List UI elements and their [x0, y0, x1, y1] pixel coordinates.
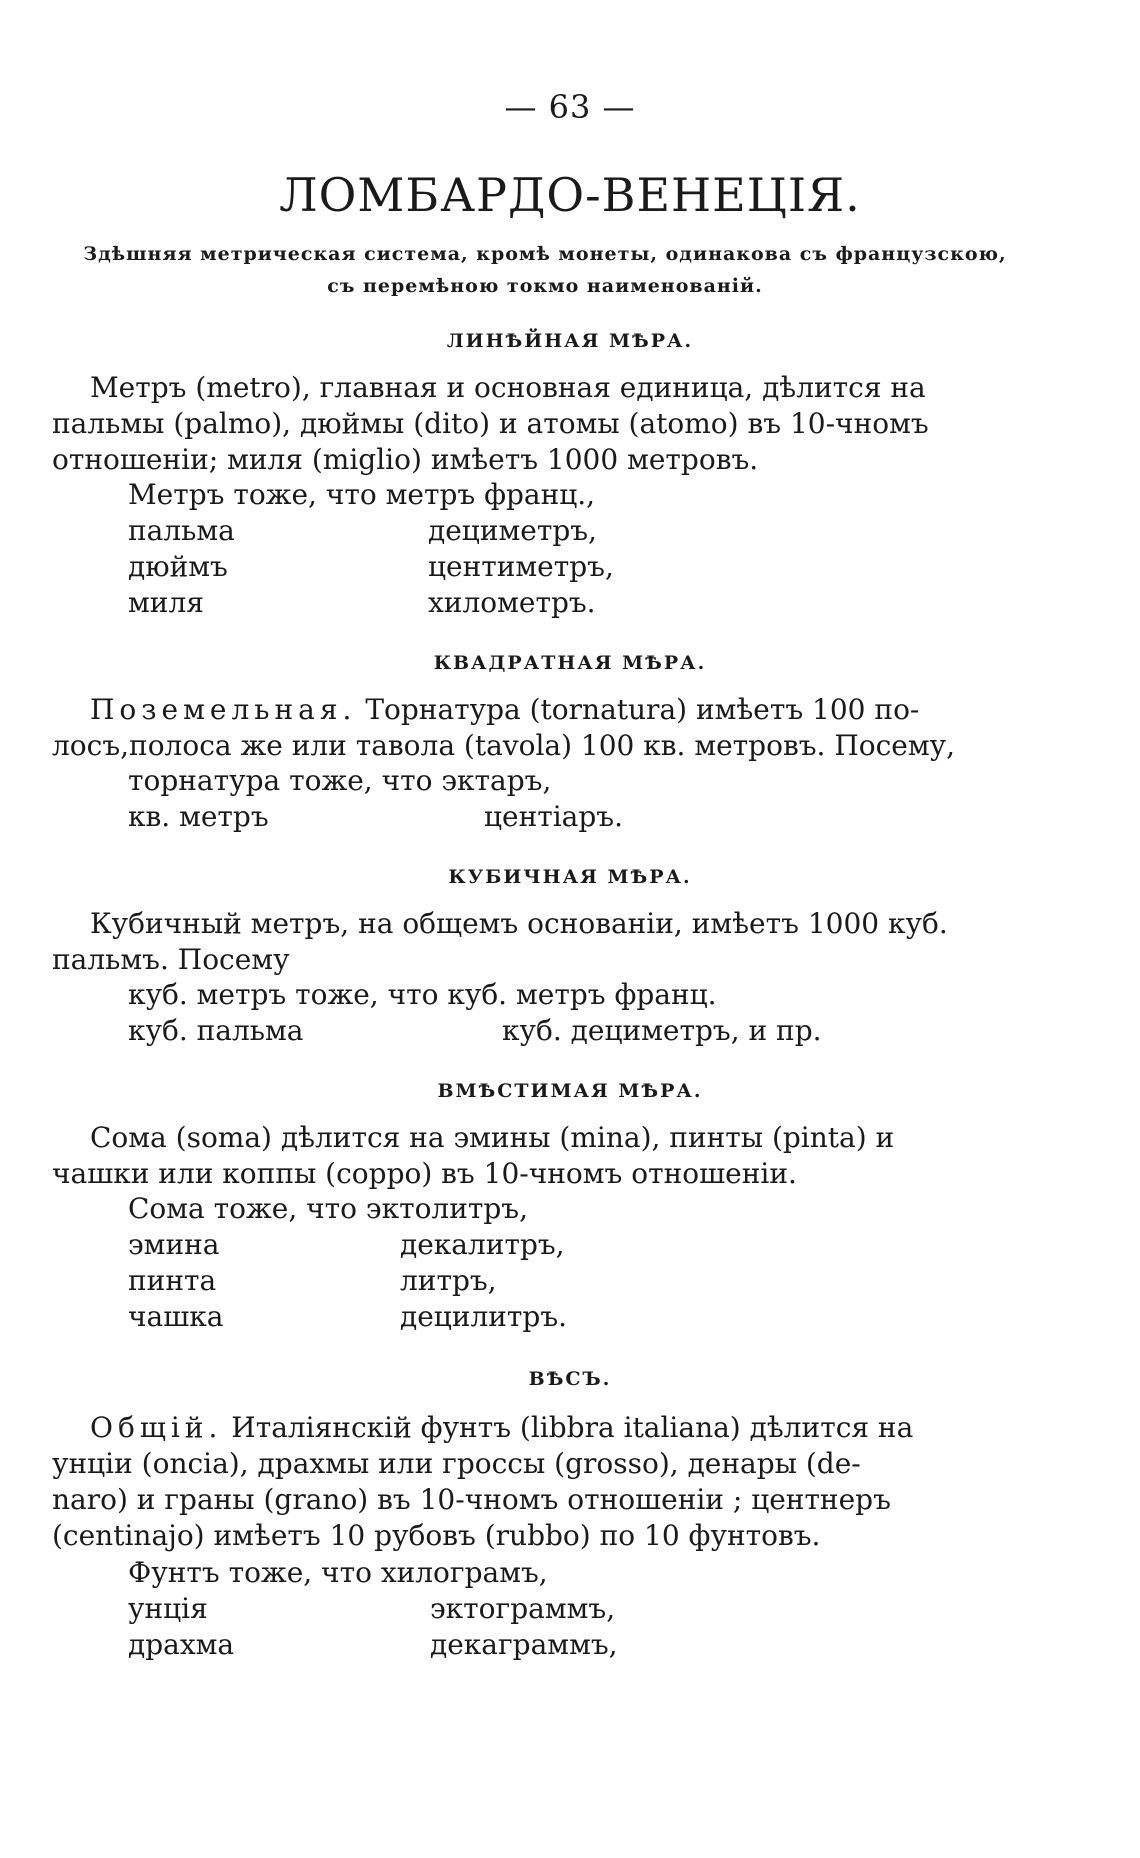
equivalence-row: Сома тоже, что эктолитръ,	[128, 1192, 528, 1225]
paragraph-lead: Общій.	[90, 1411, 223, 1444]
equivalence-value: эктограммъ,	[430, 1592, 616, 1625]
section-heading-linear: ЛИНѢЙНАЯ МѢРА.	[446, 330, 694, 352]
paragraph-line: naro) и граны (grano) въ 10-чномъ отношеніи ; центнеръ	[52, 1483, 891, 1516]
section-heading-weight: ВѢСЪ.	[528, 1368, 612, 1390]
paragraph-capacity	[52, 1120, 1032, 1192]
equivalence-row: Фунтъ тоже, что хилограмъ,	[128, 1556, 548, 1589]
paragraph-lead: Поземельная.	[90, 693, 357, 726]
paragraph-weight	[52, 1410, 1032, 1554]
equivalence-value: декаграммъ,	[430, 1628, 618, 1661]
equivalence-value: декалитръ,	[400, 1228, 565, 1261]
section-heading-capacity: ВМѢСТИМАЯ МѢРА.	[437, 1080, 703, 1102]
paragraph-line: чашки или коппы (coppo) въ 10-чномъ отношеніи.	[52, 1157, 797, 1190]
paragraph-line	[52, 692, 1032, 728]
equivalence-row: Метръ тоже, что метръ франц.,	[128, 478, 596, 511]
equivalence-term: куб. пальма	[128, 1014, 304, 1047]
equivalence-row: торнатура тоже, что эктаръ,	[128, 764, 552, 797]
equivalence-value: куб. дециметръ, и пр.	[502, 1014, 822, 1047]
paragraph-line: пальмы (palmo), дюймы (dito) и атомы (atomo) въ 10-чномъ	[52, 407, 929, 440]
equivalence-value: дециметръ,	[428, 514, 597, 547]
equivalence-term: драхма	[128, 1628, 235, 1661]
paragraph-line: лосъ,полоса же или тавола (tavola) 100 кв. метровъ. Посему,	[52, 729, 956, 762]
intro-text	[50, 238, 1040, 302]
equivalence-row: куб. метръ тоже, что куб. метръ франц.	[128, 978, 717, 1011]
paragraph-line: (centinajo) имѣетъ 10 рубовъ (rubbo) по 10 фунтовъ.	[52, 1519, 821, 1552]
equivalence-term: чашка	[128, 1300, 224, 1333]
equivalence-value: децилитръ.	[400, 1300, 568, 1333]
equivalence-value: литръ,	[400, 1264, 497, 1297]
equivalence-term: унція	[128, 1592, 208, 1625]
equivalence-term: кв. метръ	[128, 800, 269, 833]
intro-line-2: съ перемѣною токмо наименованій.	[327, 275, 763, 297]
paragraph-text: Италіянскій фунтъ (libbra italiana) дѣлится на	[231, 1411, 914, 1444]
paragraph-line: Метръ (metro), главная и основная единица, дѣлится на	[90, 371, 926, 404]
page-title: ЛОМБАРДО-ВЕНЕЦІЯ.	[279, 168, 861, 222]
paragraph-line: унціи (oncia), драхмы или гроссы (grosso), денары (de-	[52, 1447, 861, 1480]
paragraph-line: пальмъ. Посему	[52, 943, 290, 976]
equivalence-term: пальма	[128, 514, 235, 547]
paragraph-cubic	[52, 906, 1032, 978]
equivalence-term: пинта	[128, 1264, 217, 1297]
equivalence-term: дюймъ	[128, 550, 228, 583]
paragraph-linear	[52, 370, 1032, 478]
paragraph-line: Кубичный метръ, на общемъ основаніи, имѣетъ 1000 куб.	[90, 907, 948, 940]
equivalence-value: хилометръ.	[428, 586, 596, 619]
paragraph-line: отношеніи; миля (miglio) имѣетъ 1000 метровъ.	[52, 443, 759, 476]
section-heading-square: КВАДРАТНАЯ МѢРА.	[433, 652, 707, 674]
paragraph-line: Сома (soma) дѣлится на эмины (mina), пинты (pinta) и	[90, 1121, 895, 1154]
paragraph-line	[52, 1410, 1032, 1446]
equivalence-value: центиметръ,	[428, 550, 614, 583]
equivalence-term: эмина	[128, 1228, 220, 1261]
paragraph-text: Торнатура (tornatura) имѣетъ 100 по-	[365, 693, 920, 726]
section-heading-cubic: КУБИЧНАЯ МѢРА.	[448, 866, 692, 888]
equivalence-term: миля	[128, 586, 204, 619]
paragraph-square	[52, 692, 1032, 764]
equivalence-value: центіаръ.	[484, 800, 624, 833]
page-number: — 63 —	[504, 88, 636, 126]
intro-line-1: Здѣшняя метрическая система, кромѣ монеты, одинакова съ французскою,	[83, 243, 1007, 265]
